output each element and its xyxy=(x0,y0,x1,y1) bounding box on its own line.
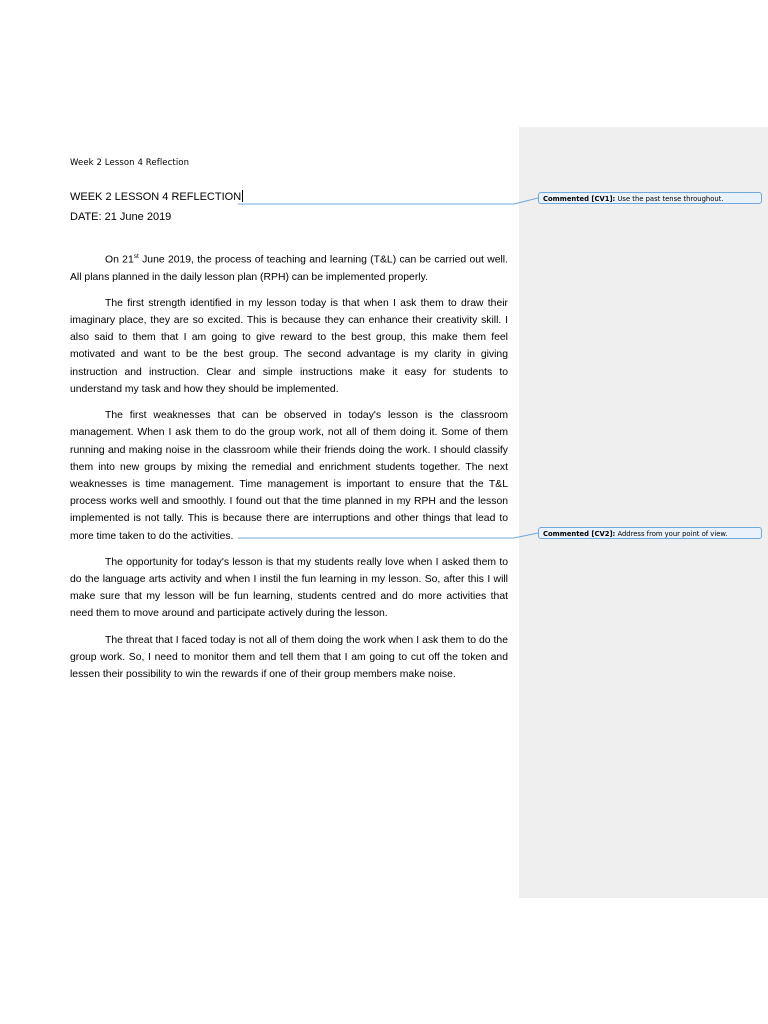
paragraph-weaknesses: The first weaknesses that can be observed in today's lesson is the classroom management. When I ask them to do the group work, not all of them doing it. Some of them running and making noise in the classroom while their friends doing the work. I should classify them into new groups by mixing the remedial and enrichment students together. The next weaknesses is time management. Time management is important to ensure that the T&L process works well and smoothly. I found out that the time planned in my RPH and the lesson implemented is not tally. This is because there are interruptions and other things that lead to more time taken to do the activities. xyxy=(70,410,508,542)
document-date: DATE: 21 June 2019 xyxy=(70,211,172,223)
page-header: Week 2 Lesson 4 Reflection xyxy=(70,158,190,168)
comment-cv1[interactable] xyxy=(538,192,762,204)
paragraph-strengths: The first strength identified in my lesson today is that when I ask them to draw their imaginary place, they are so excited. This is because they can enhance their creativity skill. I also said to them that I am going to give reward to the best group, this make them feel motivated and want to be the best group. The second advantage is my clarity in giving instruction and instruction. Clear and simple instructions make it easy for students to understand my task and how they should be implemented. xyxy=(70,297,508,395)
comment-cv2-text: Address from your point of view. xyxy=(615,530,728,538)
paragraph-opportunity: The opportunity for today's lesson is that my students really love when I asked them to do the language arts activity and when I instil the fun learning in my lesson. So, after this I will make sure that my lesson will be fun learning, students centred and do more activities that need them to move around and participate actively during the lesson. xyxy=(70,556,508,620)
paragraph-threat: The threat that I faced today is not all of them doing the work when I ask them to do the group work. So, I need to monitor them and tell them that I am going to cut off the token and lessen their possibility to win the rewards if one of their group members make noise. xyxy=(70,634,508,680)
comment-cv2[interactable] xyxy=(538,527,762,539)
paragraph-intro: On 21st June 2019, the process of teaching and learning (T&L) can be carried out well. All plans planned in the daily lesson plan (RPH) can be implemented properly. xyxy=(70,253,509,283)
comment-cv1-label: Commented [CV1]: xyxy=(543,195,616,203)
document-title-text: WEEK 2 LESSON 4 REFLECTION xyxy=(70,191,242,203)
comment-cv1-text: Use the past tense throughout. xyxy=(615,195,724,203)
comment-cv2-label: Commented [CV2]: xyxy=(543,530,616,538)
